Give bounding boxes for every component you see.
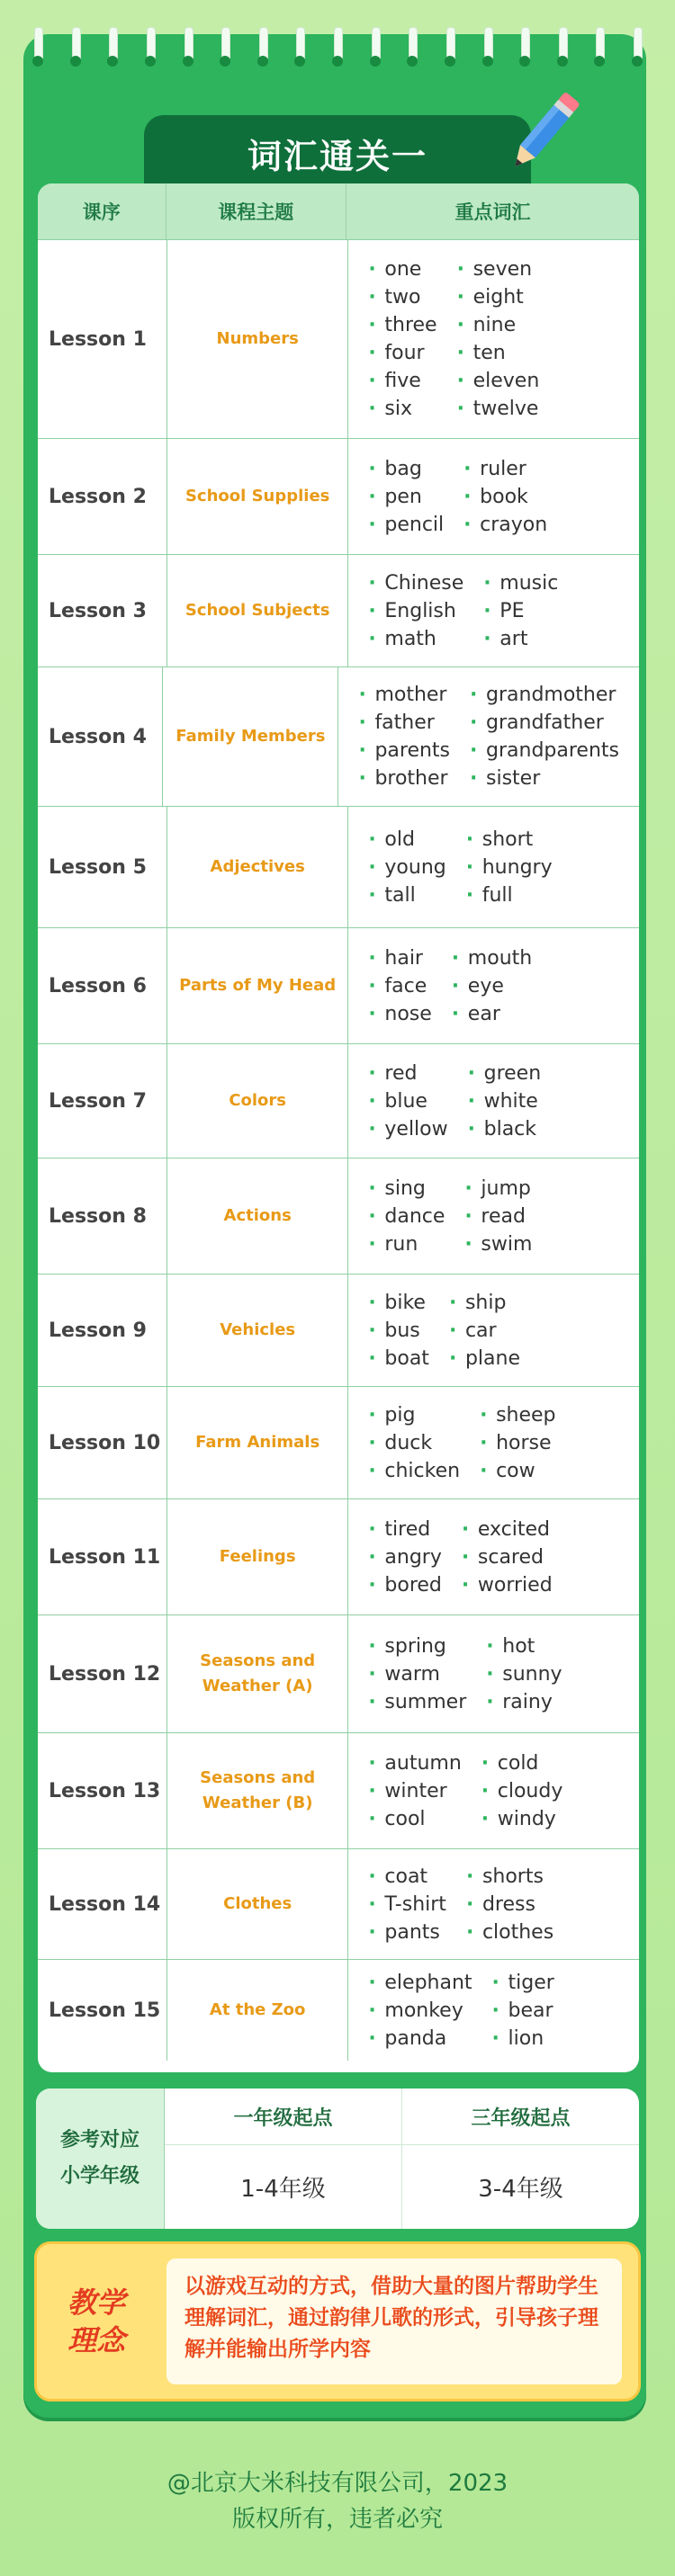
vocab-word: · ear [452,1000,532,1028]
vocab-word: · mouth [452,944,532,972]
vocab-word: · father [358,709,450,737]
vocab-word: · autumn [368,1749,461,1777]
vocab-word: · tall [368,881,446,909]
vocab-word: · worried [462,1571,553,1599]
topic-cell: Actions [167,1158,348,1274]
vocab-column-left [368,1289,429,1373]
binding-ring [368,27,382,68]
vocab-word: · one [368,255,436,283]
binding-ring [181,27,195,68]
vocab-column-left [368,455,444,539]
vocab-word: · elephant [368,1969,472,1997]
binding-ring [218,27,232,68]
vocab-word: · eleven [457,367,540,395]
vocab-word: · horse [480,1429,555,1457]
topic-cell: School Supplies [167,439,348,554]
binding-ring [630,27,644,68]
vocab-word: · chicken [368,1457,460,1485]
vocabulary-cell [348,240,639,438]
philosophy-label [60,2284,132,2359]
vocab-word: · red [368,1060,447,1087]
vocab-word: · full [466,881,553,909]
vocab-word: · shorts [466,1863,554,1891]
vocab-word: · Chinese [368,569,464,597]
table-body [38,239,639,2061]
vocab-column-right [466,1863,554,1946]
vocab-column-right [480,1401,555,1485]
vocab-word: · ship [449,1289,520,1317]
table-row [38,1498,639,1614]
vocab-word: · hungry [466,854,553,881]
title-tab [144,115,531,191]
vocab-column-right [486,1632,562,1716]
topic-cell: Numbers [167,240,348,438]
vocab-word: · excited [462,1516,553,1543]
vocab-word: · grandfather [470,709,619,737]
vocab-word: · grandparents [470,737,619,765]
grade-col1-value: 1-4年级 [240,2176,326,2203]
vocab-word: · bus [368,1317,429,1345]
binding-ring [518,27,532,68]
vocab-word: · mother [358,681,450,709]
vocab-word: · face [368,972,431,1000]
pencil-icon [493,83,592,182]
vocab-word: · sunny [486,1660,562,1688]
vocab-word: · ten [457,339,540,367]
topic-cell: Clothes [167,1849,348,1959]
vocab-word: · panda [368,2025,472,2053]
vocabulary-cell [348,1960,639,2061]
binding-ring [330,27,345,68]
vocab-word: · bored [368,1571,442,1599]
vocab-word: · twelve [457,395,540,423]
table-row [38,1274,639,1386]
vocab-word: · music [483,569,558,597]
vocab-word: · cow [480,1457,555,1485]
vocab-column-left [368,1401,460,1485]
vocab-word: · art [483,625,558,653]
vocab-word: · lion [492,2025,554,2053]
vocabulary-cell [348,1499,639,1614]
topic-cell: At the Zoo [167,1960,348,2061]
vocab-column-left [368,1175,445,1258]
spiral-binding [31,27,644,81]
lesson-cell: Lesson 9 [38,1275,167,1386]
topic-cell: Feelings [167,1499,348,1614]
vocab-word: · four [368,339,436,367]
vocabulary-cell [348,555,639,666]
vocab-column-right [483,569,558,653]
vocab-word: · cold [482,1749,563,1777]
vocab-word: · sheep [480,1401,555,1429]
vocab-word: · blue [368,1087,447,1115]
vocab-word: · dance [368,1203,445,1230]
binding-ring [481,27,495,68]
lesson-cell: Lesson 5 [38,807,167,927]
table-row [38,239,639,438]
vocab-word: · duck [368,1429,460,1457]
vocab-column-left [368,1632,466,1716]
table-row [38,1158,639,1274]
page-title: 词汇通关一 [247,136,428,176]
vocab-word: · nose [368,1000,431,1028]
binding-ring [405,27,419,68]
binding-ring [143,27,158,68]
topic-cell: Vehicles [167,1275,348,1386]
vocab-word: · yellow [368,1115,447,1143]
vocab-word: · math [368,625,464,653]
vocab-column-left [368,1060,447,1143]
vocab-word: · car [449,1317,520,1345]
vocab-word: · five [368,367,436,395]
vocab-word: · book [464,483,547,511]
vocab-word: · tiger [492,1969,554,1997]
vocab-word: · ruler [464,455,547,483]
vocab-column-left [368,255,436,423]
vocab-word: · pants [368,1919,446,1946]
vocabulary-cell [348,1275,639,1386]
grade-col2-value: 3-4年级 [478,2176,563,2203]
vocab-word: · eye [452,972,532,1000]
vocab-column-right [492,1969,554,2053]
vocabulary-cell [348,1733,639,1848]
vocab-word: · jump [464,1175,532,1203]
philosophy-text: 以游戏互动的方式，借助大量的图片帮助学生理解词汇，通过韵律儿歌的形式，引导孩子理解并能输出所学内容 [166,2258,622,2384]
topic-cell: Parts of My Head [167,928,348,1043]
vocab-word: · PE [483,597,558,625]
binding-ring [443,27,457,68]
vocab-column-right [449,1289,520,1373]
footer-copyright: @北京大米科技有限公司，2023 [166,2470,508,2497]
vocab-word: · old [368,826,446,854]
vocab-word: · coat [368,1863,446,1891]
vocabulary-cell [348,1849,639,1959]
philosophy-label-line1: 教学 [67,2285,125,2320]
teaching-philosophy-box [34,2241,641,2402]
lesson-cell: Lesson 14 [38,1849,167,1959]
vocab-column-right [464,1175,532,1258]
vocab-word: · angry [368,1543,442,1571]
vocab-word: · boat [368,1345,429,1373]
vocabulary-table [38,183,639,2072]
table-row [38,1043,639,1158]
vocab-word: · bike [368,1289,429,1317]
vocab-column-left [368,944,431,1028]
binding-ring [592,27,607,68]
vocabulary-cell [348,439,639,554]
vocab-word: · tired [368,1516,442,1543]
binding-ring [555,27,570,68]
vocab-word: · sister [470,765,619,792]
vocab-word: · read [464,1203,532,1230]
vocabulary-cell [338,667,639,806]
binding-ring [105,27,120,68]
table-header [38,183,639,239]
vocab-word: · sing [368,1175,445,1203]
lesson-cell: Lesson 4 [38,667,163,806]
grade-table [36,2089,639,2229]
binding-ring [292,27,307,68]
vocab-column-right [466,826,553,909]
topic-cell: School Subjects [167,555,348,666]
vocab-word: · bear [492,1997,554,2025]
lesson-cell: Lesson 6 [38,928,167,1043]
vocab-word: · hair [368,944,431,972]
vocabulary-cell [348,807,639,927]
table-row [38,666,639,806]
vocab-word: · six [368,395,436,423]
grade-label-line1: 参考对应 [59,2129,140,2151]
vocab-column-left [368,569,464,653]
lesson-cell: Lesson 2 [38,439,167,554]
vocab-word: · brother [358,765,450,792]
vocab-word: · windy [482,1805,563,1833]
lesson-cell: Lesson 10 [38,1387,167,1498]
lesson-cell: Lesson 12 [38,1615,167,1732]
lesson-cell: Lesson 8 [38,1158,167,1274]
table-row [38,1614,639,1732]
vocab-word: · grandmother [470,681,619,709]
lesson-cell: Lesson 7 [38,1044,167,1158]
vocab-word: · cool [368,1805,461,1833]
topic-cell: Farm Animals [167,1387,348,1498]
header-lesson: 课序 [38,183,166,239]
lesson-cell: Lesson 1 [38,240,167,438]
vocab-word: · two [368,283,436,311]
table-row [38,1959,639,2061]
vocab-word: · winter [368,1777,461,1805]
vocab-word: · short [466,826,553,854]
vocab-word: · plane [449,1345,520,1373]
topic-cell: Colors [167,1044,348,1158]
vocabulary-cell [348,1158,639,1274]
topic-cell: Adjectives [167,807,348,927]
vocab-word: · bag [368,455,444,483]
vocab-word: · run [368,1230,445,1258]
vocab-word: · green [468,1060,542,1087]
vocab-column-left [368,826,446,909]
topic-cell: Seasons and Weather (B) [167,1733,348,1848]
header-topic: 课程主题 [166,183,346,239]
table-row [38,927,639,1043]
lesson-cell: Lesson 15 [38,1960,167,2061]
grade-col-grade1 [165,2089,402,2229]
grade-col-grade3 [402,2089,639,2229]
lesson-cell: Lesson 11 [38,1499,167,1614]
vocab-word: · parents [358,737,450,765]
binding-ring [31,27,45,68]
binding-ring [256,27,270,68]
table-row [38,806,639,927]
vocab-column-right [464,455,547,539]
header-vocabulary: 重点词汇 [454,201,531,223]
binding-ring [68,27,83,68]
table-row [38,554,639,666]
lesson-cell: Lesson 13 [38,1733,167,1848]
vocab-word: · T-shirt [368,1891,446,1919]
topic-cell: Seasons and Weather (A) [167,1615,348,1732]
vocab-word: · scared [462,1543,553,1571]
vocab-column-left [368,1516,442,1599]
vocab-word: · dress [466,1891,554,1919]
vocab-word: · cloudy [482,1777,563,1805]
vocab-word: · pig [368,1401,460,1429]
vocab-column-left [368,1863,446,1946]
vocab-column-left [368,1969,472,2053]
vocab-word: · spring [368,1632,466,1660]
vocab-word: · summer [368,1688,466,1716]
vocab-column-right [452,944,532,1028]
vocab-word: · swim [464,1230,532,1258]
vocab-word: · clothes [466,1919,554,1946]
vocab-word: · warm [368,1660,466,1688]
philosophy-label-line2: 理念 [67,2323,125,2357]
vocab-column-left [368,1749,461,1833]
table-row [38,1848,639,1959]
table-row [38,1732,639,1848]
vocab-column-right [468,1060,542,1143]
vocab-word: · seven [457,255,540,283]
table-row [38,438,639,554]
vocab-column-right [462,1516,553,1599]
grade-label-line2: 小学年级 [59,2165,140,2187]
vocab-word: · three [368,311,436,339]
vocab-word: · black [468,1115,542,1143]
vocab-word: · monkey [368,1997,472,2025]
grade-col2-head: 三年级起点 [402,2089,639,2145]
table-row [38,1386,639,1498]
footer-rights: 版权所有，违者必究 [231,2506,443,2533]
vocab-word: · English [368,597,464,625]
topic-cell: Family Members [163,667,338,806]
grade-col1-head: 一年级起点 [165,2089,401,2145]
vocab-word: · rainy [486,1688,562,1716]
vocab-word: · white [468,1087,542,1115]
vocab-column-left [358,681,450,792]
vocabulary-cell [348,1387,639,1498]
vocab-word: · eight [457,283,540,311]
lesson-cell: Lesson 3 [38,555,167,666]
vocabulary-cell [348,928,639,1043]
vocab-column-right [457,255,540,423]
vocab-word: · pencil [368,511,444,539]
vocab-word: · crayon [464,511,547,539]
vocab-word: · young [368,854,446,881]
vocab-word: · nine [457,311,540,339]
vocab-column-right [470,681,619,792]
vocab-word: · pen [368,483,444,511]
vocab-word: · hot [486,1632,562,1660]
vocabulary-cell [348,1044,639,1158]
vocab-column-right [482,1749,563,1833]
grade-label [36,2089,165,2229]
vocabulary-cell [348,1615,639,1732]
